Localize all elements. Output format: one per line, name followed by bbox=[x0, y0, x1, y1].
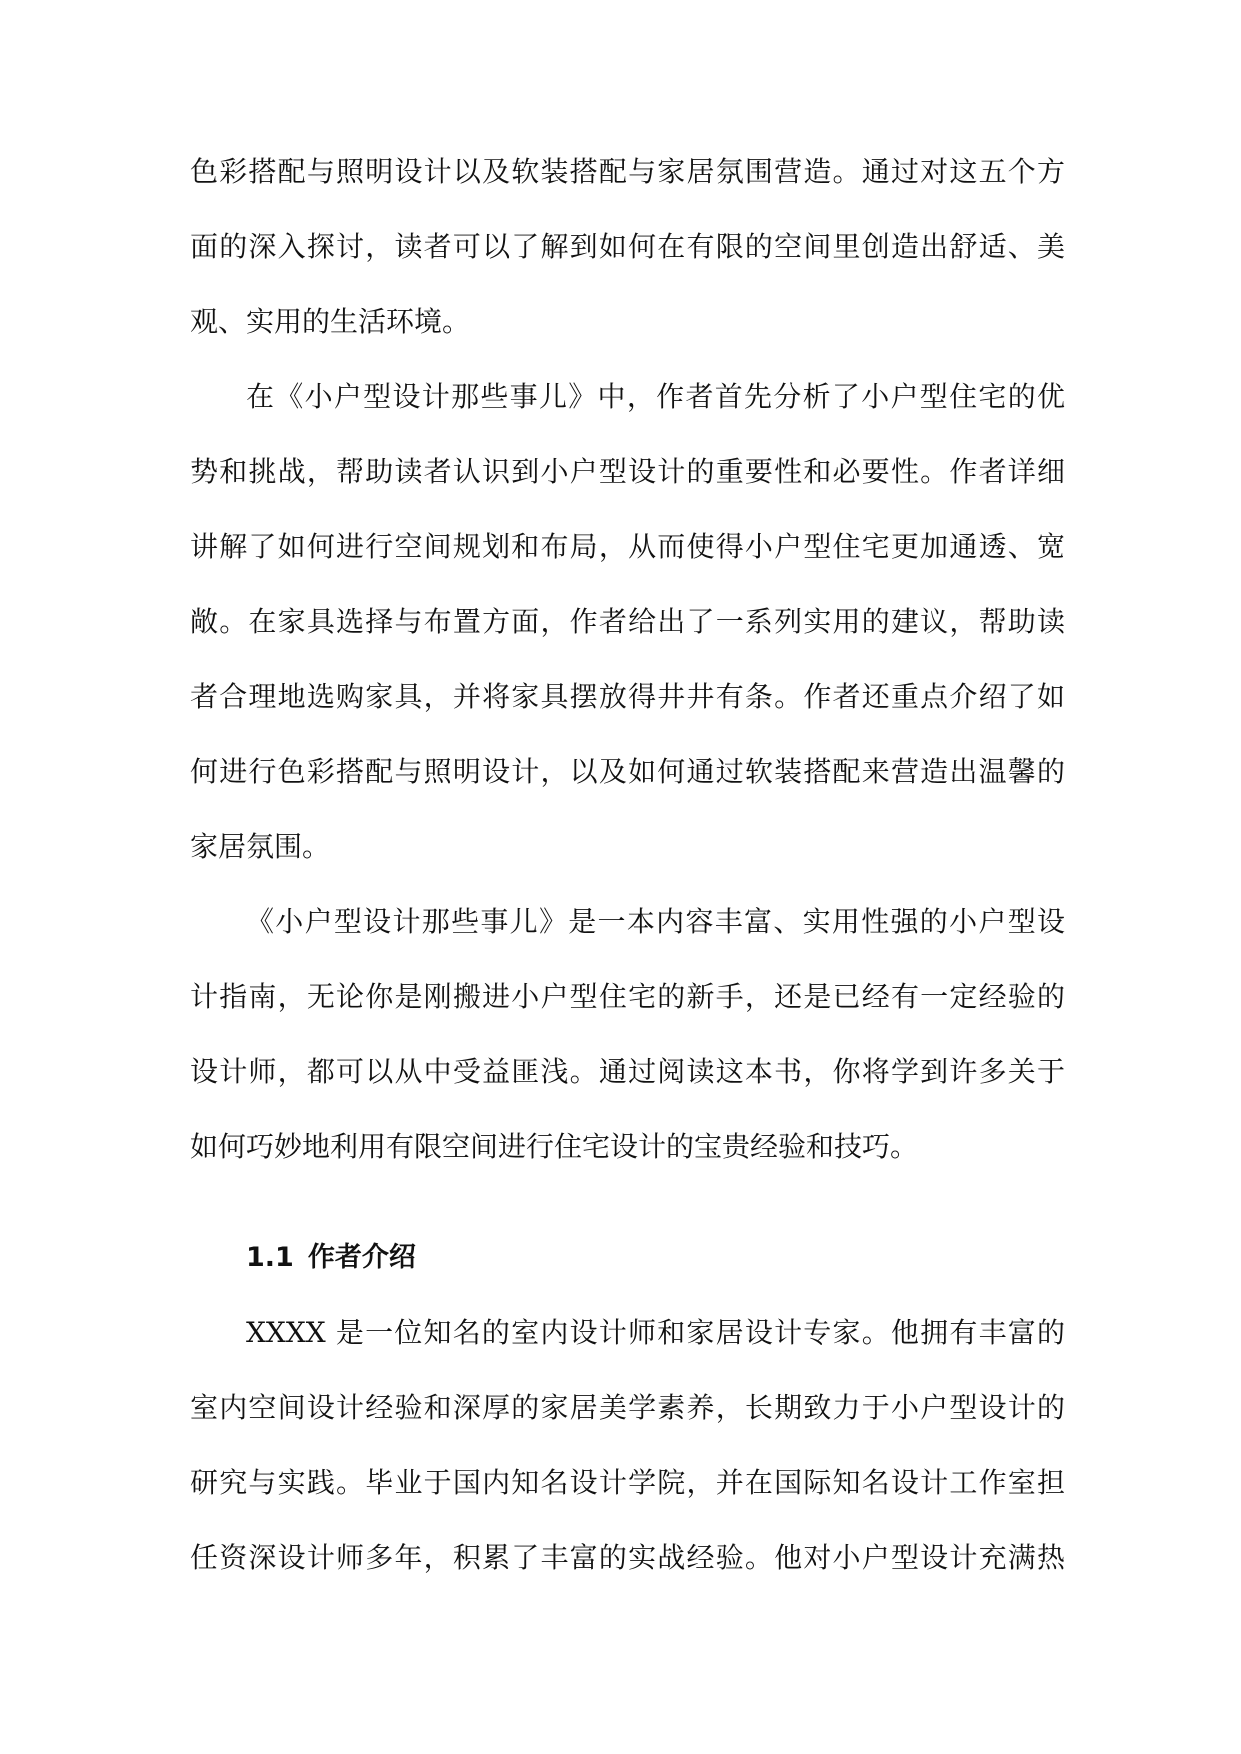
section-heading bbox=[246, 1238, 416, 1278]
paragraph-2-line-1: 在《小户型设计那些事儿》中，作者首先分析了小户型住宅的优 bbox=[246, 380, 1065, 413]
paragraph-1-line-2: 面的深入探讨，读者可以了解到如何在有限的空间里创造出舒适、美 bbox=[190, 230, 1065, 263]
paragraph-4-line-1: XXXX 是一位知名的室内设计师和家居设计专家。他拥有丰富的 bbox=[246, 1316, 1065, 1349]
paragraph-4-line-3: 研究与实践。毕业于国内知名设计学院，并在国际知名设计工作室担 bbox=[190, 1466, 1065, 1499]
section-number: 1.1 bbox=[246, 1242, 294, 1273]
paragraph-4-line-2: 室内空间设计经验和深厚的家居美学素养，长期致力于小户型设计的 bbox=[190, 1391, 1065, 1424]
paragraph-2-line-5: 者合理地选购家具，并将家具摆放得井井有条。作者还重点介绍了如 bbox=[190, 680, 1065, 713]
paragraph-2-line-7: 家居氛围。 bbox=[190, 830, 331, 863]
section-title: 作者介绍 bbox=[307, 1242, 416, 1273]
paragraph-4-line-4: 任资深设计师多年，积累了丰富的实战经验。他对小户型设计充满热 bbox=[190, 1541, 1065, 1574]
paragraph-3-line-4: 如何巧妙地利用有限空间进行住宅设计的宝贵经验和技巧。 bbox=[190, 1130, 919, 1163]
paragraph-3-line-1: 《小户型设计那些事儿》是一本内容丰富、实用性强的小户型设 bbox=[246, 905, 1065, 938]
paragraph-3-line-3: 设计师，都可以从中受益匪浅。通过阅读这本书，你将学到许多关于 bbox=[190, 1055, 1065, 1088]
paragraph-1-line-1: 色彩搭配与照明设计以及软装搭配与家居氛围营造。通过对这五个方 bbox=[190, 155, 1065, 188]
paragraph-1-line-3: 观、实用的生活环境。 bbox=[190, 305, 471, 338]
paragraph-2-line-6: 何进行色彩搭配与照明设计，以及如何通过软装搭配来营造出温馨的 bbox=[190, 755, 1065, 788]
paragraph-2-line-2: 势和挑战，帮助读者认识到小户型设计的重要性和必要性。作者详细 bbox=[190, 455, 1065, 488]
paragraph-2-line-4: 敞。在家具选择与布置方面，作者给出了一系列实用的建议，帮助读 bbox=[190, 605, 1065, 638]
paragraph-2-line-3: 讲解了如何进行空间规划和布局，从而使得小户型住宅更加通透、宽 bbox=[190, 530, 1065, 563]
paragraph-3-line-2: 计指南，无论你是刚搬进小户型住宅的新手，还是已经有一定经验的 bbox=[190, 980, 1065, 1013]
